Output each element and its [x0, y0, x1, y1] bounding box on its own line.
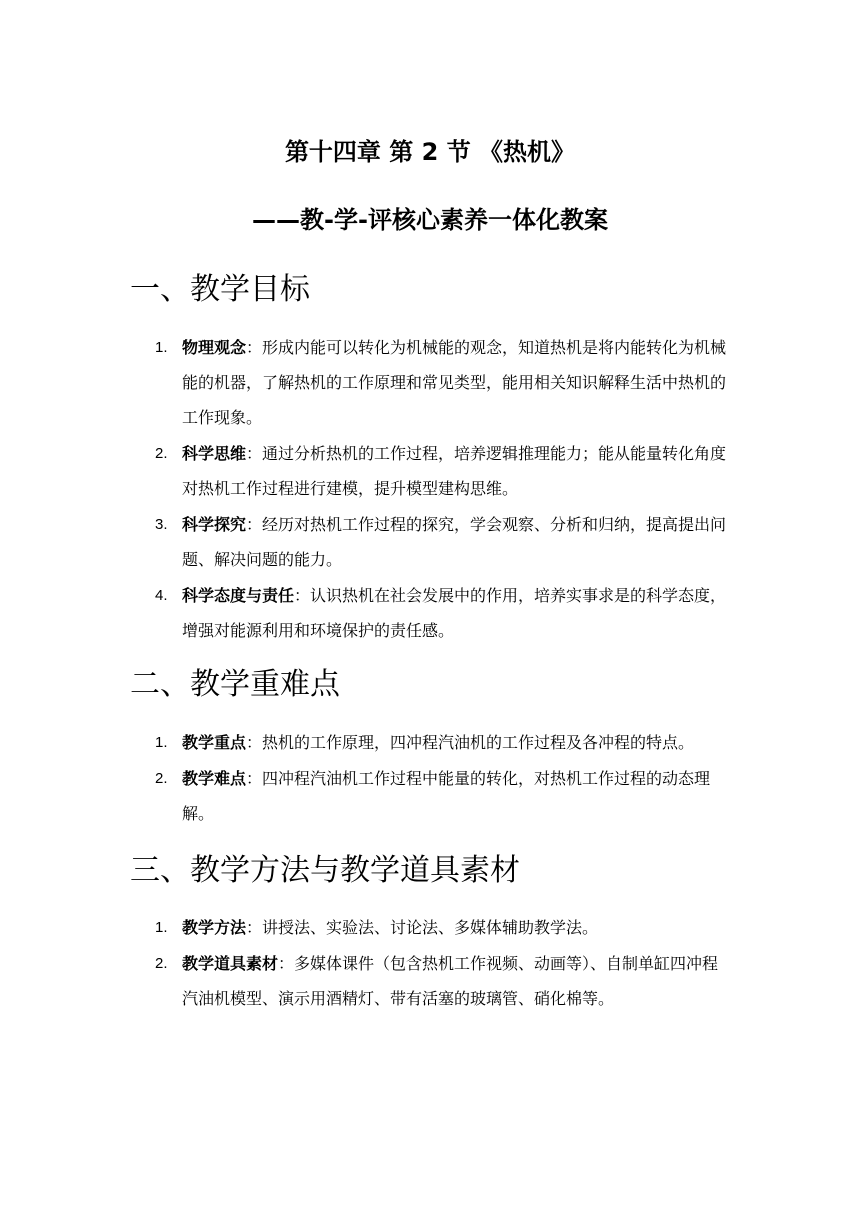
item-term: 物理观念 — [182, 338, 247, 357]
list-item — [0, 578, 730, 648]
item-text: ：讲授法、实验法、讨论法、多媒体辅助教学法。 — [246, 918, 599, 937]
list-item — [0, 507, 730, 577]
list-item — [0, 330, 730, 435]
item-term: 教学道具素材 — [182, 954, 279, 973]
list-item — [0, 761, 730, 831]
list-item — [0, 436, 730, 506]
item-text: ：四冲程汽油机工作过程中能量的转化，对热机工作过程的动态理解。 — [182, 769, 711, 823]
section-heading-methods-materials: 三、教学方法与教学道具素材 — [130, 853, 520, 888]
item-number: 2. — [155, 445, 168, 462]
item-text: ：热机的工作原理，四冲程汽油机的工作过程及各冲程的特点。 — [246, 733, 695, 752]
list-item — [0, 725, 730, 760]
item-term: 教学方法 — [182, 918, 247, 937]
item-number: 1. — [155, 339, 168, 356]
item-number: 2. — [155, 955, 168, 972]
item-number: 1. — [155, 919, 168, 936]
section-heading-objectives: 一、教学目标 — [130, 272, 310, 307]
item-text: ：认识热机在社会发展中的作用，培养实事求是的科学态度，增强对能源利用和环境保护的责任感。 — [182, 586, 727, 640]
item-number: 2. — [155, 770, 168, 787]
document-title: 第十四章 第 2 节 《热机》 — [284, 138, 576, 166]
item-number: 4. — [155, 587, 168, 604]
item-text: ：通过分析热机的工作过程，培养逻辑推理能力；能从能量转化角度对热机工作过程进行建模，提升模型建构思维。 — [182, 444, 727, 498]
item-number: 3. — [155, 516, 168, 533]
item-term: 科学探究 — [182, 515, 247, 534]
item-term: 科学思维 — [182, 444, 247, 463]
list-item — [0, 910, 730, 945]
item-term: 科学态度与责任 — [182, 586, 295, 605]
section-heading-key-difficult-points: 二、教学重难点 — [130, 667, 340, 702]
objectives-list — [0, 330, 860, 649]
item-text: ：形成内能可以转化为机械能的观念，知道热机是将内能转化为机械能的机器，了解热机的工作原理和常见类型，能用相关知识解释生活中热机的工作现象。 — [182, 338, 727, 427]
item-text: ：多媒体课件（包含热机工作视频、动画等）、自制单缸四冲程汽油机模型、演示用酒精灯、带有活塞的玻璃管、硝化棉等。 — [182, 954, 719, 1008]
methods-list — [0, 910, 860, 1017]
item-term: 教学重点 — [182, 733, 247, 752]
document-subtitle: ——教-学-评核心素养一体化教案 — [252, 206, 608, 234]
key-points-list — [0, 725, 860, 832]
item-term: 教学难点 — [182, 769, 247, 788]
item-number: 1. — [155, 734, 168, 751]
item-text: ：经历对热机工作过程的探究，学会观察、分析和归纳，提高提出问题、解决问题的能力。 — [182, 515, 727, 569]
list-item — [0, 946, 730, 1016]
